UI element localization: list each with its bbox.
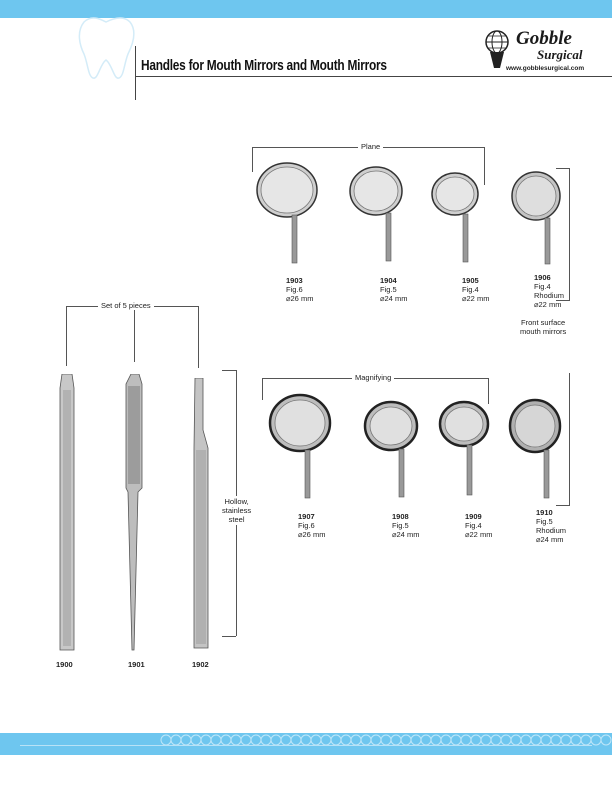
- product-label-1905: 1905 Fig.4 ⌀22 mm: [462, 276, 490, 303]
- bracket-line: [222, 370, 236, 371]
- product-label-1910: 1910 Fig.5 Rhodium ⌀24 mm: [536, 508, 567, 544]
- bracket-line: [222, 636, 236, 637]
- title-rule: [135, 76, 612, 77]
- bracket-line: [569, 168, 570, 300]
- tooth-icon: [70, 12, 142, 84]
- handle-code-1902: 1902: [192, 660, 209, 669]
- mirror-1904-image: [348, 165, 406, 265]
- mirror-1905-image: [430, 170, 484, 266]
- brand-name: Gobble: [516, 28, 572, 49]
- title-divider: [135, 46, 136, 100]
- handle-code-1900: 1900: [56, 660, 73, 669]
- bracket-line: [66, 306, 67, 366]
- bracket-line: [198, 306, 199, 368]
- mirror-1906-image: [510, 170, 564, 268]
- mirror-1908-image: [363, 400, 421, 502]
- brand-subtitle: Surgical: [537, 47, 583, 62]
- handle-code-1901: 1901: [128, 660, 145, 669]
- handle-1900-image: [52, 374, 84, 656]
- globe-logo-icon: [482, 28, 512, 70]
- product-label-1904: 1904 Fig.5 ⌀24 mm: [380, 276, 408, 303]
- product-label-1908: 1908 Fig.5 ⌀24 mm: [392, 512, 420, 539]
- bracket-line: [262, 378, 263, 400]
- bracket-line: [556, 505, 570, 506]
- handles-caption: Set of 5 pieces: [98, 301, 154, 310]
- bracket-line: [252, 147, 253, 172]
- bracket-line: [556, 168, 570, 169]
- hollow-note: Hollow, stainless steel: [222, 497, 252, 524]
- product-label-1909: 1909 Fig.4 ⌀22 mm: [465, 512, 493, 539]
- brand-url: www.gobblesurgical.com: [506, 65, 585, 72]
- product-label-1906: 1906 Fig.4 Rhodium ⌀22 mm: [534, 273, 565, 309]
- mirror-1907-image: [268, 393, 334, 503]
- bracket-line: [484, 147, 485, 185]
- footer-rule: [20, 745, 592, 746]
- plane-caption: Plane: [358, 142, 383, 151]
- front-surface-note: Front surface mouth mirrors: [520, 318, 567, 336]
- magnifying-caption: Magnifying: [352, 373, 394, 382]
- handle-1902-image: [186, 378, 218, 654]
- product-label-1903: 1903 Fig.6 ⌀26 mm: [286, 276, 314, 303]
- handle-1901-image: [120, 374, 152, 656]
- bracket-line: [134, 306, 135, 362]
- product-label-1907: 1907 Fig.6 ⌀26 mm: [298, 512, 326, 539]
- mirror-1903-image: [255, 160, 321, 268]
- bracket-line: [569, 373, 570, 505]
- mirror-1910-image: [508, 398, 564, 502]
- mirror-1909-image: [437, 400, 493, 500]
- page-title: Handles for Mouth Mirrors and Mouth Mirrors: [141, 58, 387, 74]
